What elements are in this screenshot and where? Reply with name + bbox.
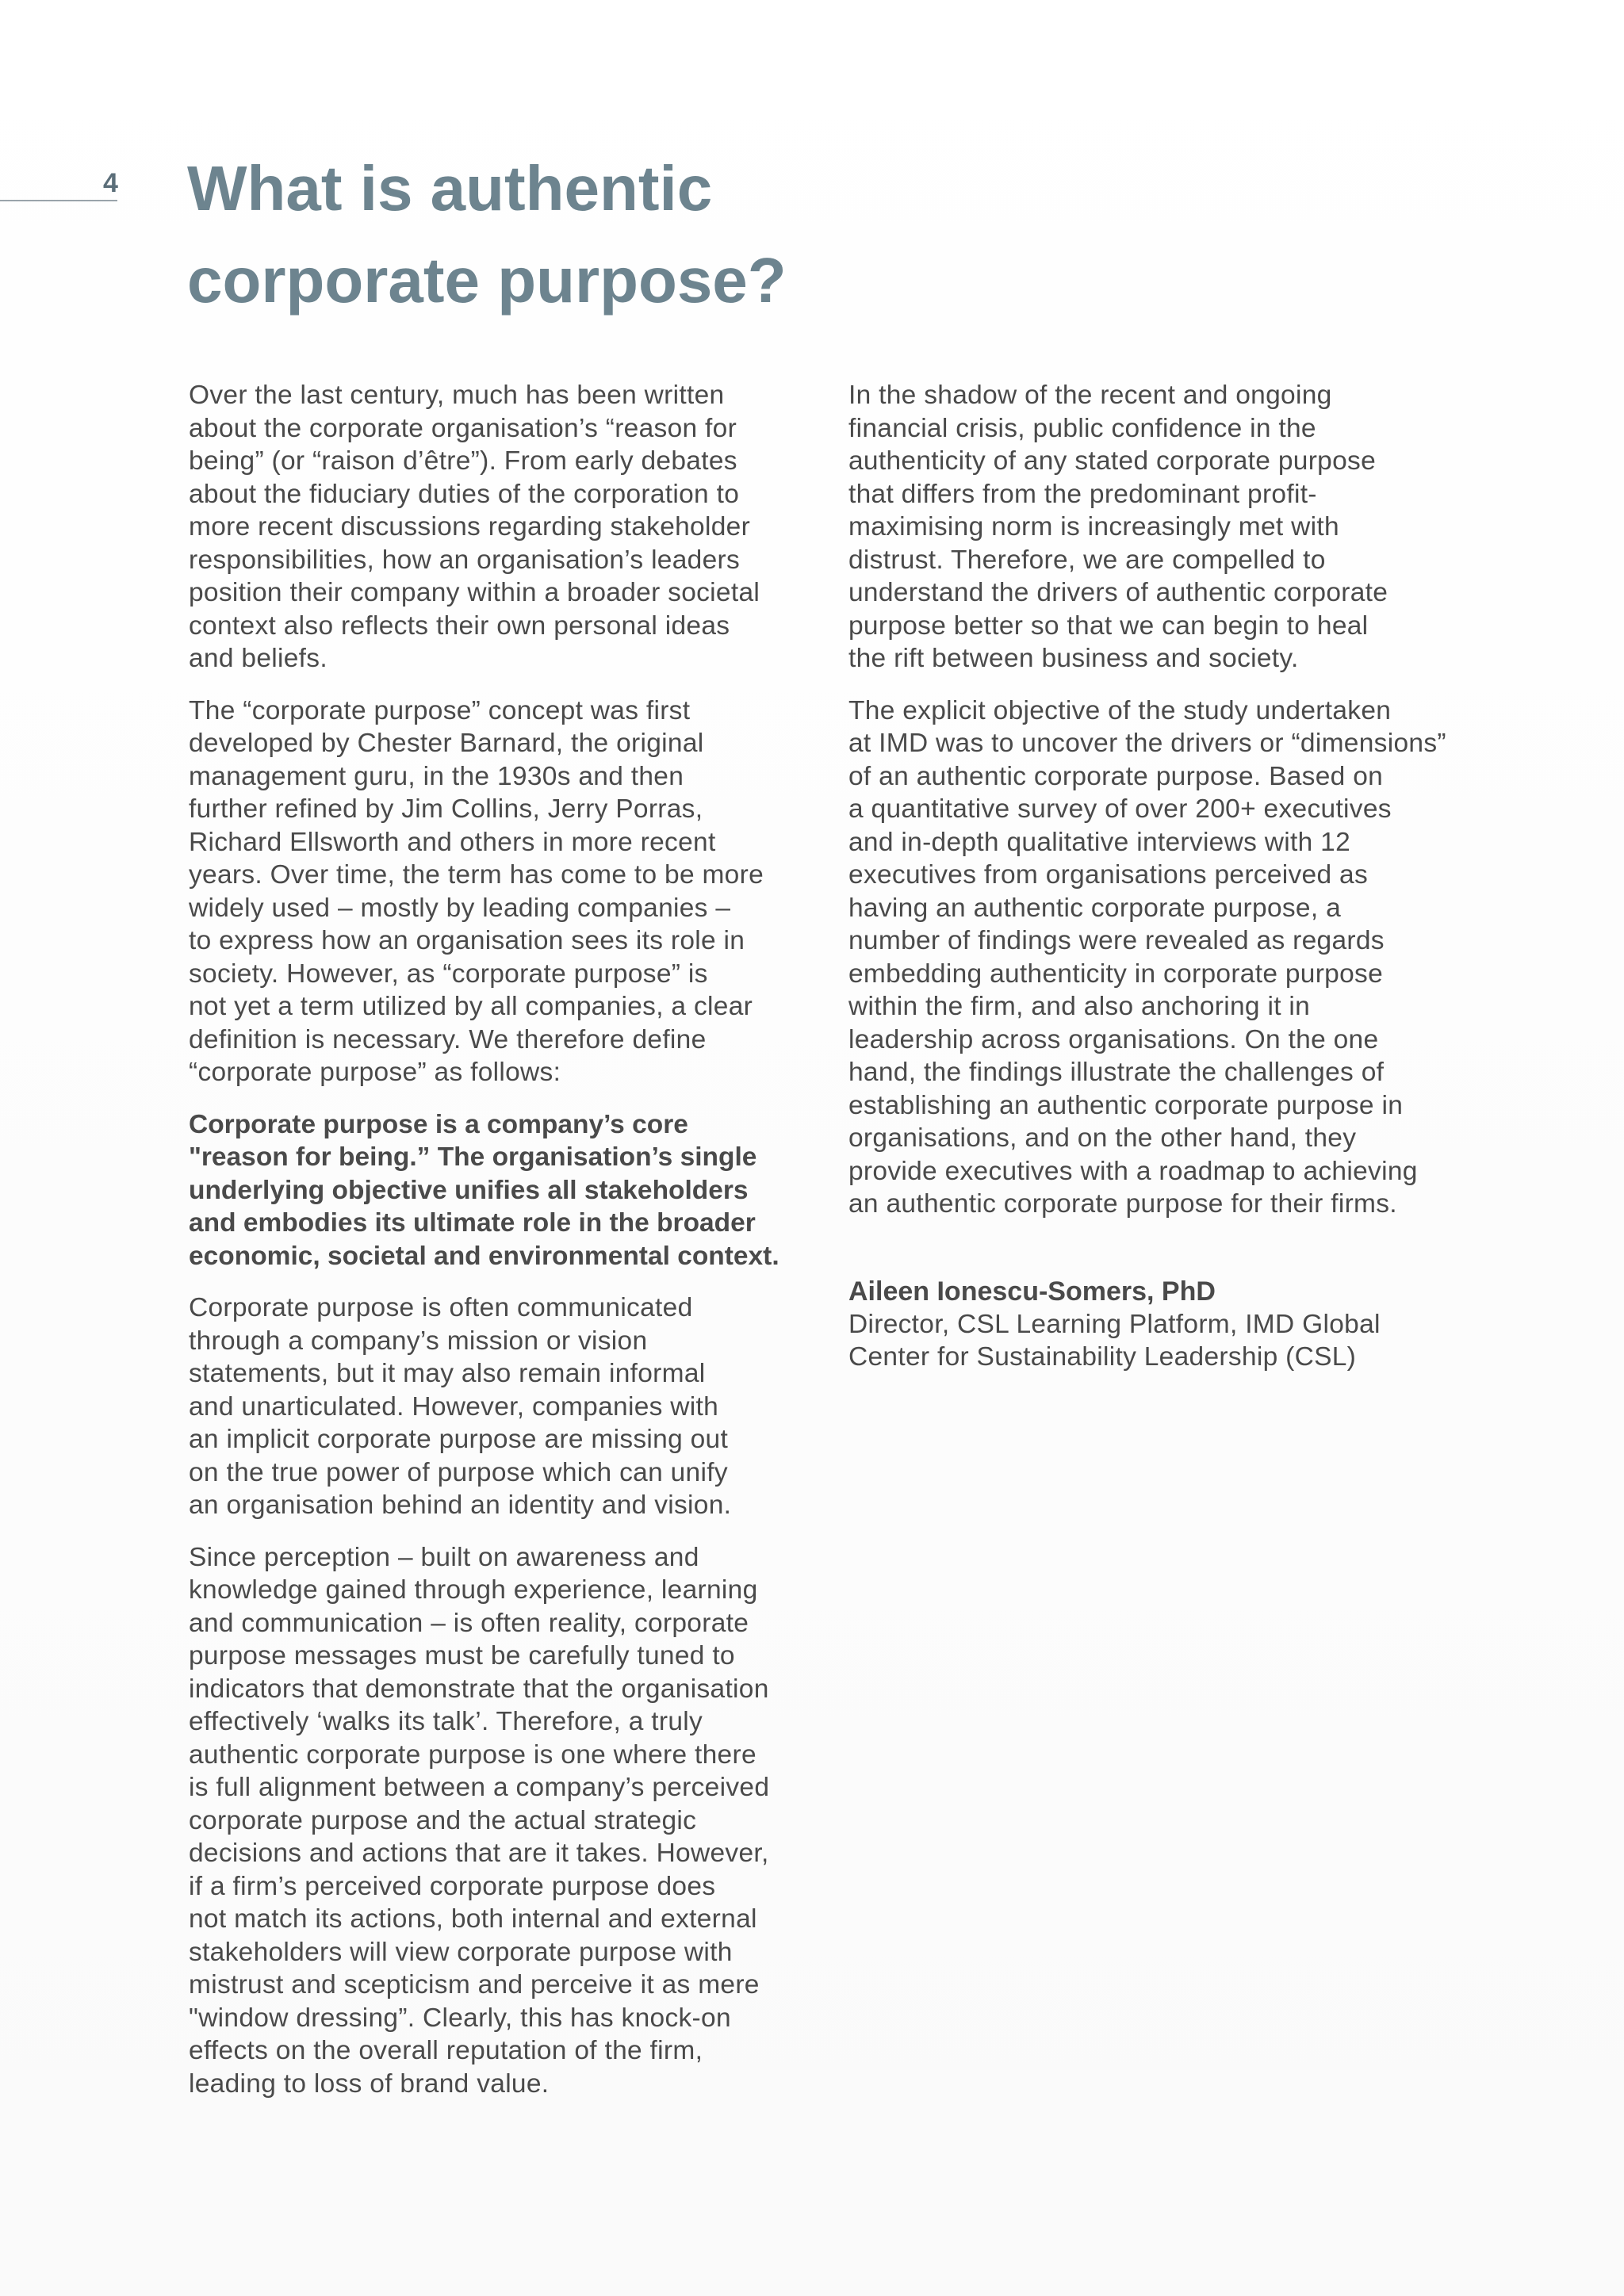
text-line: being” (or “raison d’être”). From early debates: [189, 446, 737, 476]
text-line: financial crisis, public confidence in the: [848, 413, 1316, 443]
text-line: further refined by Jim Collins, Jerry Porras,: [189, 794, 703, 824]
text-line: The explicit objective of the study undertaken: [848, 695, 1392, 725]
text-line: Since perception – built on awareness and: [189, 1542, 699, 1572]
text-line: corporate purpose and the actual strategic: [189, 1805, 697, 1835]
right-column: [848, 379, 1499, 1374]
text-line: establishing an authentic corporate purpose in: [848, 1090, 1404, 1120]
text-line: developed by Chester Barnard, the original: [189, 729, 704, 758]
text-line: statements, but it may also remain informal: [189, 1359, 706, 1388]
study-objective-paragraph: [848, 695, 1499, 1221]
author-role-line: Director, CSL Learning Platform, IMD Global: [848, 1309, 1381, 1339]
text-line: and beliefs.: [189, 644, 327, 673]
text-line: context also reflects their own personal ideas: [189, 610, 730, 641]
perception-paragraph: [189, 1541, 823, 2101]
text-line: if a firm’s perceived corporate purpose does: [189, 1871, 716, 1901]
text-line: economic, societal and environmental context.: [189, 1241, 779, 1271]
author-name: Aileen Ionescu-Somers, PhD: [848, 1276, 1216, 1307]
text-line: and unarticulated. However, companies with: [189, 1391, 719, 1422]
text-line: “corporate purpose” as follows:: [189, 1058, 561, 1087]
text-line: stakeholders will view corporate purpose with: [189, 1937, 733, 1967]
text-line: not match its actions, both internal and external: [189, 1904, 757, 1934]
text-line: number of findings were revealed as regards: [848, 926, 1385, 955]
text-line: a quantitative survey of over 200+ executives: [848, 794, 1392, 824]
text-line: hand, the findings illustrate the challenges of: [848, 1058, 1385, 1087]
history-paragraph: [189, 695, 823, 1089]
text-line: an authentic corporate purpose for their firms.: [848, 1189, 1397, 1219]
text-line: years. Over time, the term has come to be more: [189, 860, 764, 890]
text-line: society. However, as “corporate purpose” is: [189, 959, 708, 989]
text-line: indicators that demonstrate that the organisation: [189, 1674, 769, 1704]
text-line: having an authentic corporate purpose, a: [848, 893, 1342, 923]
text-line: embedding authenticity in corporate purpose: [848, 959, 1384, 989]
text-line: understand the drivers of authentic corporate: [848, 578, 1388, 607]
text-line: purpose better so that we can begin to heal: [848, 610, 1369, 641]
text-line: The “corporate purpose” concept was first: [189, 695, 691, 725]
text-line: provide executives with a roadmap to achieving: [848, 1156, 1418, 1186]
text-line: on the true power of purpose which can unify: [189, 1457, 728, 1487]
text-line: executives from organisations perceived as: [848, 860, 1369, 890]
text-line: effectively ‘walks its talk’. Therefore, a truly: [189, 1707, 703, 1736]
text-line: distrust. Therefore, we are compelled to: [848, 545, 1326, 575]
communication-paragraph: [189, 1292, 823, 1522]
text-line: management guru, in the 1930s and then: [189, 761, 684, 791]
page-title: [187, 143, 1139, 327]
text-line: through a company’s mission or vision: [189, 1326, 648, 1356]
intro-paragraph: [189, 379, 823, 675]
text-line: an implicit corporate purpose are missing out: [189, 1425, 729, 1454]
crisis-paragraph: [848, 379, 1499, 675]
author-signature: [848, 1275, 1499, 1374]
text-line: and embodies its ultimate role in the broader: [189, 1208, 756, 1238]
text-line: and in-depth qualitative interviews with 12: [848, 827, 1351, 857]
text-line: more recent discussions regarding stakeholder: [189, 512, 751, 541]
text-line: within the firm, and also anchoring it in: [848, 992, 1311, 1021]
text-line: purpose messages must be carefully tuned to: [189, 1641, 735, 1670]
text-line: responsibilities, how an organisation’s leaders: [189, 545, 741, 575]
text-line: Corporate purpose is a company’s core: [189, 1109, 688, 1139]
text-line: maximising norm is increasingly met with: [848, 512, 1339, 541]
text-line: about the corporate organisation’s “reason for: [189, 413, 737, 443]
text-line: Over the last century, much has been written: [189, 381, 725, 410]
text-line: leadership across organisations. On the one: [848, 1024, 1379, 1054]
text-line: to express how an organisation sees its role in: [189, 926, 745, 955]
text-line: of an authentic corporate purpose. Based on: [848, 761, 1384, 791]
text-line: "reason for being.” The organisation’s single: [189, 1142, 757, 1172]
text-line: organisations, and on the other hand, they: [848, 1123, 1357, 1153]
text-line: an organisation behind an identity and vision.: [189, 1490, 732, 1520]
text-line: authenticity of any stated corporate purpose: [848, 446, 1376, 476]
text-line: position their company within a broader societal: [189, 578, 760, 607]
text-line: definition is necessary. We therefore define: [189, 1024, 707, 1054]
text-line: that differs from the predominant profit-: [848, 479, 1317, 509]
text-line: Corporate purpose is often communicated: [189, 1293, 693, 1322]
text-line: the rift between business and society.: [848, 644, 1299, 673]
text-line: underlying objective unifies all stakeholders: [189, 1175, 749, 1205]
page-number: 4: [103, 168, 118, 198]
text-line: at IMD was to uncover the drivers or “dimensions”: [848, 729, 1446, 758]
text-line: knowledge gained through experience, learning: [189, 1575, 758, 1605]
text-line: widely used – mostly by leading companies –: [189, 893, 731, 923]
text-line: about the fiduciary duties of the corporation to: [189, 479, 740, 509]
text-line: "window dressing”. Clearly, this has knock-on: [189, 2003, 731, 2033]
text-line: is full alignment between a company’s perceived: [189, 1773, 770, 1802]
text-line: In the shadow of the recent and ongoing: [848, 381, 1332, 410]
page-number-rule: [0, 200, 117, 201]
text-line: not yet a term utilized by all companies, a clear: [189, 992, 753, 1021]
text-line: leading to loss of brand value.: [189, 2068, 550, 2099]
text-line: Richard Ellsworth and others in more recent: [189, 827, 716, 857]
page-title-line: corporate purpose?: [187, 245, 787, 316]
text-line: mistrust and scepticism and perceive it as mere: [189, 1970, 760, 1999]
page-title-line: What is authentic: [187, 153, 713, 224]
text-line: effects on the overall reputation of the firm,: [189, 2036, 703, 2065]
text-line: and communication – is often reality, corporate: [189, 1608, 749, 1638]
text-line: decisions and actions that are it takes. However,: [189, 1839, 769, 1868]
definition-callout: [189, 1108, 823, 1273]
left-column: [189, 379, 823, 2119]
text-line: authentic corporate purpose is one where there: [189, 1739, 756, 1770]
author-role-line: Center for Sustainability Leadership (CSL): [848, 1342, 1357, 1372]
